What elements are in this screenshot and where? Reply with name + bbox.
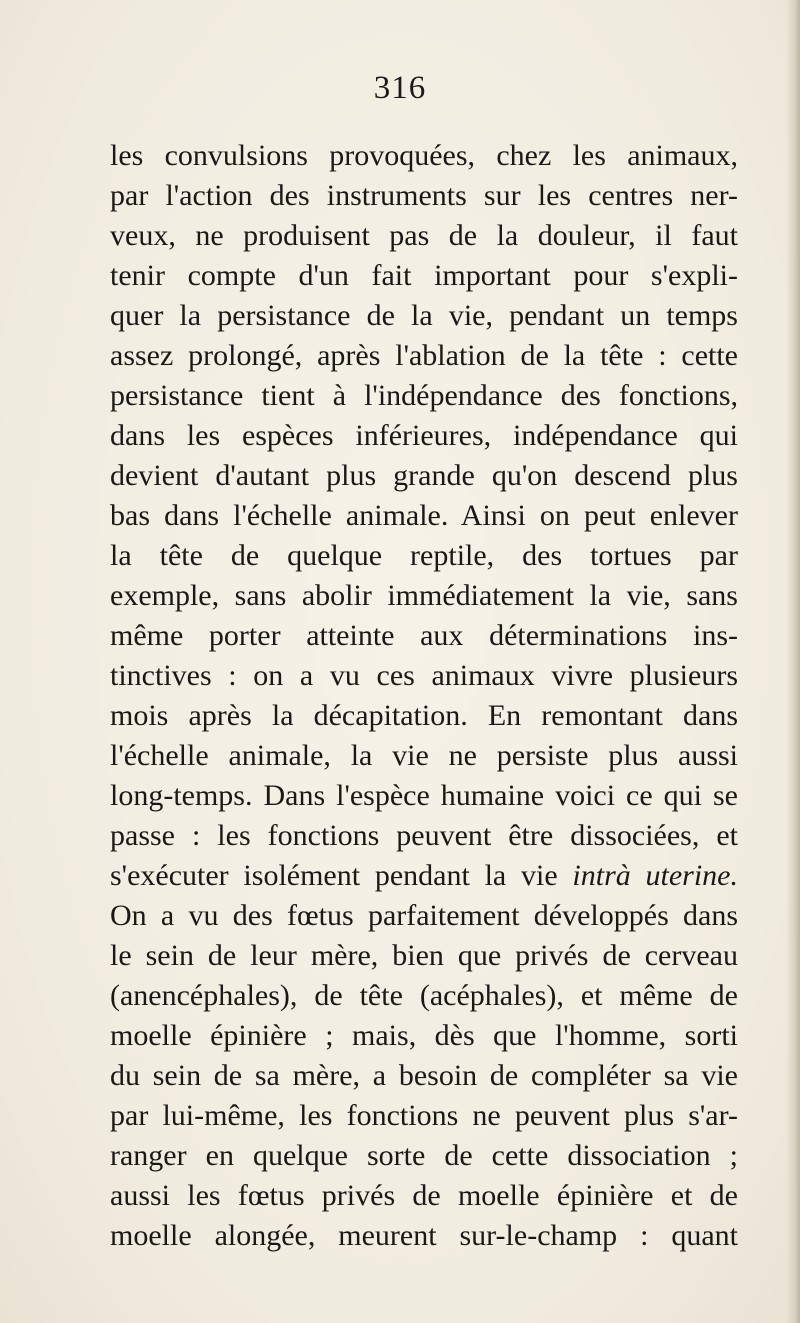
- text-line: même porter atteinte aux déterminations ins-: [110, 619, 738, 652]
- text-line: tenir compte d'un fait important pour s'expli-: [110, 259, 738, 292]
- text-line-with-italic: [110, 856, 738, 896]
- text-line: On a vu des fœtus parfaitement développés dans: [110, 899, 738, 932]
- text-line: dans les espèces inférieures, indépendance qui: [110, 419, 738, 452]
- page-number: 316: [373, 70, 427, 106]
- text-line: moelle alongée, meurent sur-le-champ : quant: [110, 1219, 738, 1252]
- page-edge-shadow: [786, 0, 800, 1323]
- text-line: le sein de leur mère, bien que privés de cerveau: [110, 939, 738, 972]
- text-line: moelle épinière ; mais, dès que l'homme, sorti: [110, 1019, 738, 1052]
- text-line: par l'action des instruments sur les centres ner-: [110, 179, 738, 212]
- text-line: tinctives : on a vu ces animaux vivre plusieurs: [110, 659, 738, 692]
- text-segment: s'exécuter isolément pendant la vie: [110, 859, 558, 892]
- text-line: les convulsions provoquées, chez les animaux,: [110, 139, 738, 172]
- text-line: passe : les fonctions peuvent être dissociées, et: [110, 819, 738, 852]
- text-line: ranger en quelque sorte de cette dissociation ;: [110, 1139, 738, 1172]
- text-line: quer la persistance de la vie, pendant un temps: [110, 299, 738, 332]
- text-line: aussi les fœtus privés de moelle épinière et de: [110, 1179, 738, 1212]
- body-text: [110, 136, 738, 1256]
- text-line: persistance tient à l'indépendance des fonctions,: [110, 379, 738, 412]
- text-line: (anencéphales), de tête (acéphales), et même de: [110, 979, 738, 1012]
- text-line: veux, ne produisent pas de la douleur, il faut: [110, 219, 738, 252]
- text-line: du sein de sa mère, a besoin de compléter sa vie: [110, 1059, 738, 1092]
- italic-phrase: intrà uterine.: [572, 859, 738, 892]
- text-line: par lui-même, les fonctions ne peuvent plus s'ar-: [110, 1099, 738, 1132]
- text-line: l'échelle animale, la vie ne persiste plus aussi: [110, 739, 738, 772]
- text-line: assez prolongé, après l'ablation de la tête : cette: [110, 339, 738, 372]
- text-line: mois après la décapitation. En remontant dans: [110, 699, 738, 732]
- text-line: bas dans l'échelle animale. Ainsi on peut enlever: [110, 499, 738, 532]
- text-line: exemple, sans abolir immédiatement la vie, sans: [110, 579, 738, 612]
- text-line: la tête de quelque reptile, des tortues par: [110, 539, 738, 572]
- text-line: long-temps. Dans l'espèce humaine voici ce qui se: [110, 779, 738, 812]
- text-line: devient d'autant plus grande qu'on descend plus: [110, 459, 738, 492]
